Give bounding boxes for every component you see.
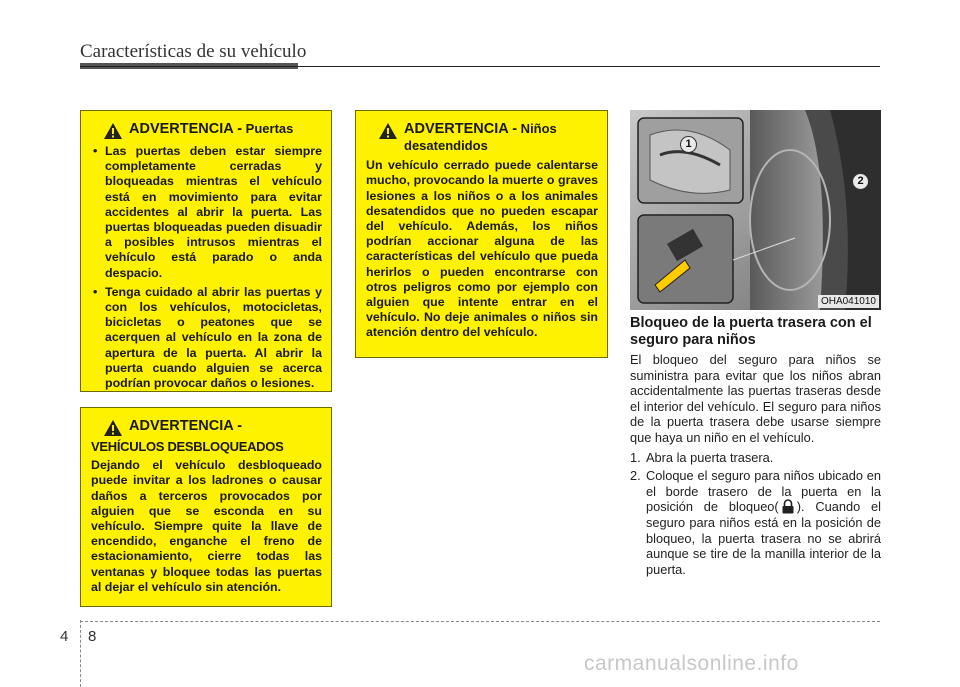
warning-text: Dejando el vehículo desbloqueado puede invitar a los ladrones o causar daños a terceros provocados por alguien que se esconda en su vehículo. Siempre quite la llave de encendido, enganche el freno de estacionamiento, cierre todas las ventanas y bloquee todas las puertas al dejar el vehículo sin atención.	[91, 458, 322, 594]
section-title: Bloqueo de la puerta trasera con el seguro para niños	[630, 315, 872, 348]
footer-divider	[80, 620, 81, 687]
page-header-title: Características de su vehículo	[80, 41, 307, 62]
warning-list-item: • Las puertas deben estar siempre completamente cerradas y bloqueadas mientras el vehículo está en movimiento para evitar accidentes al abrir la puerta. Las puertas bloqueadas pueden disuadir a posibles intrusos mientras el vehículo está parado o anda despacio.	[91, 144, 322, 281]
step-number: 1.	[630, 449, 641, 465]
lock-icon	[781, 499, 795, 514]
warning-header	[366, 121, 598, 154]
warning-triangle-icon	[378, 122, 398, 140]
child-lock-door-photo-icon	[630, 110, 881, 310]
warning-list-item: • Tenga cuidado al abrir las puertas y con los vehículos, motocicletas, bicicletas o peatones que se acerquen al vehículo en la zona de apertura de la puerta. Al abrir la puerta cuando alguien se acerca podrían provocar daños o lesiones.	[91, 285, 322, 391]
header-rule	[80, 66, 880, 67]
warning-header	[91, 418, 322, 437]
warning-triangle-icon	[103, 122, 123, 140]
step-text-part: ). Cuando el seguro para niños está en la posición de bloqueo, la puerta trasera no se abrirá aunque se tire de la manilla interior de la puerta.	[646, 499, 882, 577]
page-number-chapter: 4	[60, 628, 69, 645]
warning-label: ADVERTENCIA -	[404, 121, 518, 137]
warning-box-unlocked-vehicles	[80, 407, 332, 607]
step-item	[630, 450, 881, 466]
warning-subject: VEHÍCULOS DESBLOQUEADOS	[91, 439, 284, 454]
step-number: 2.	[630, 468, 641, 484]
warning-subject: Puertas	[242, 121, 294, 136]
child-lock-figure	[630, 110, 881, 310]
footer-rule	[80, 621, 880, 622]
warning-box-doors	[80, 110, 332, 392]
warning-triangle-icon	[103, 419, 123, 437]
watermark: carmanualsonline.info	[584, 652, 799, 675]
warning-subject: Niños desatendidos	[404, 121, 557, 153]
warning-header	[91, 121, 322, 140]
figure-label: OHA041010	[818, 295, 879, 308]
callout-2: 2	[852, 173, 869, 190]
warning-label: ADVERTENCIA -	[129, 121, 243, 137]
step-text: Abra la puerta trasera.	[646, 449, 774, 465]
warning-list	[91, 144, 322, 391]
warning-box-unattended-children	[355, 110, 608, 358]
step-item	[630, 468, 881, 577]
section-intro: El bloqueo del seguro para niños se suministra para evitar que los niños abran accidentalmente las puertas traseras desde el interior del vehículo. El seguro para niños de la puerta trasera debe usarse siempre que haya un niño en el vehículo.	[630, 352, 881, 445]
section-body	[630, 352, 881, 580]
step-list	[630, 450, 881, 578]
warning-text: Un vehículo cerrado puede calentarse mucho, provocando la muerte o graves lesiones a los niños o a los animales desatendidos que no pueden escapar del vehículo. Además, los niños podrían accionar alguna de las características del vehículo que pueda herirlos o pueden encontrarse con otros peligros como por ejemplo con alguien que intente entrar en el vehículo. No deje animales o niños sin atención dentro del vehículo.	[366, 158, 598, 340]
step-text-part: Coloque el seguro para niños ubicado en el borde trasero de la puerta en la posición de bloqueo(	[646, 468, 881, 515]
step-text	[646, 468, 881, 577]
page-number-page: 8	[88, 628, 97, 645]
callout-1: 1	[680, 136, 697, 153]
warning-label: ADVERTENCIA -	[129, 418, 243, 434]
